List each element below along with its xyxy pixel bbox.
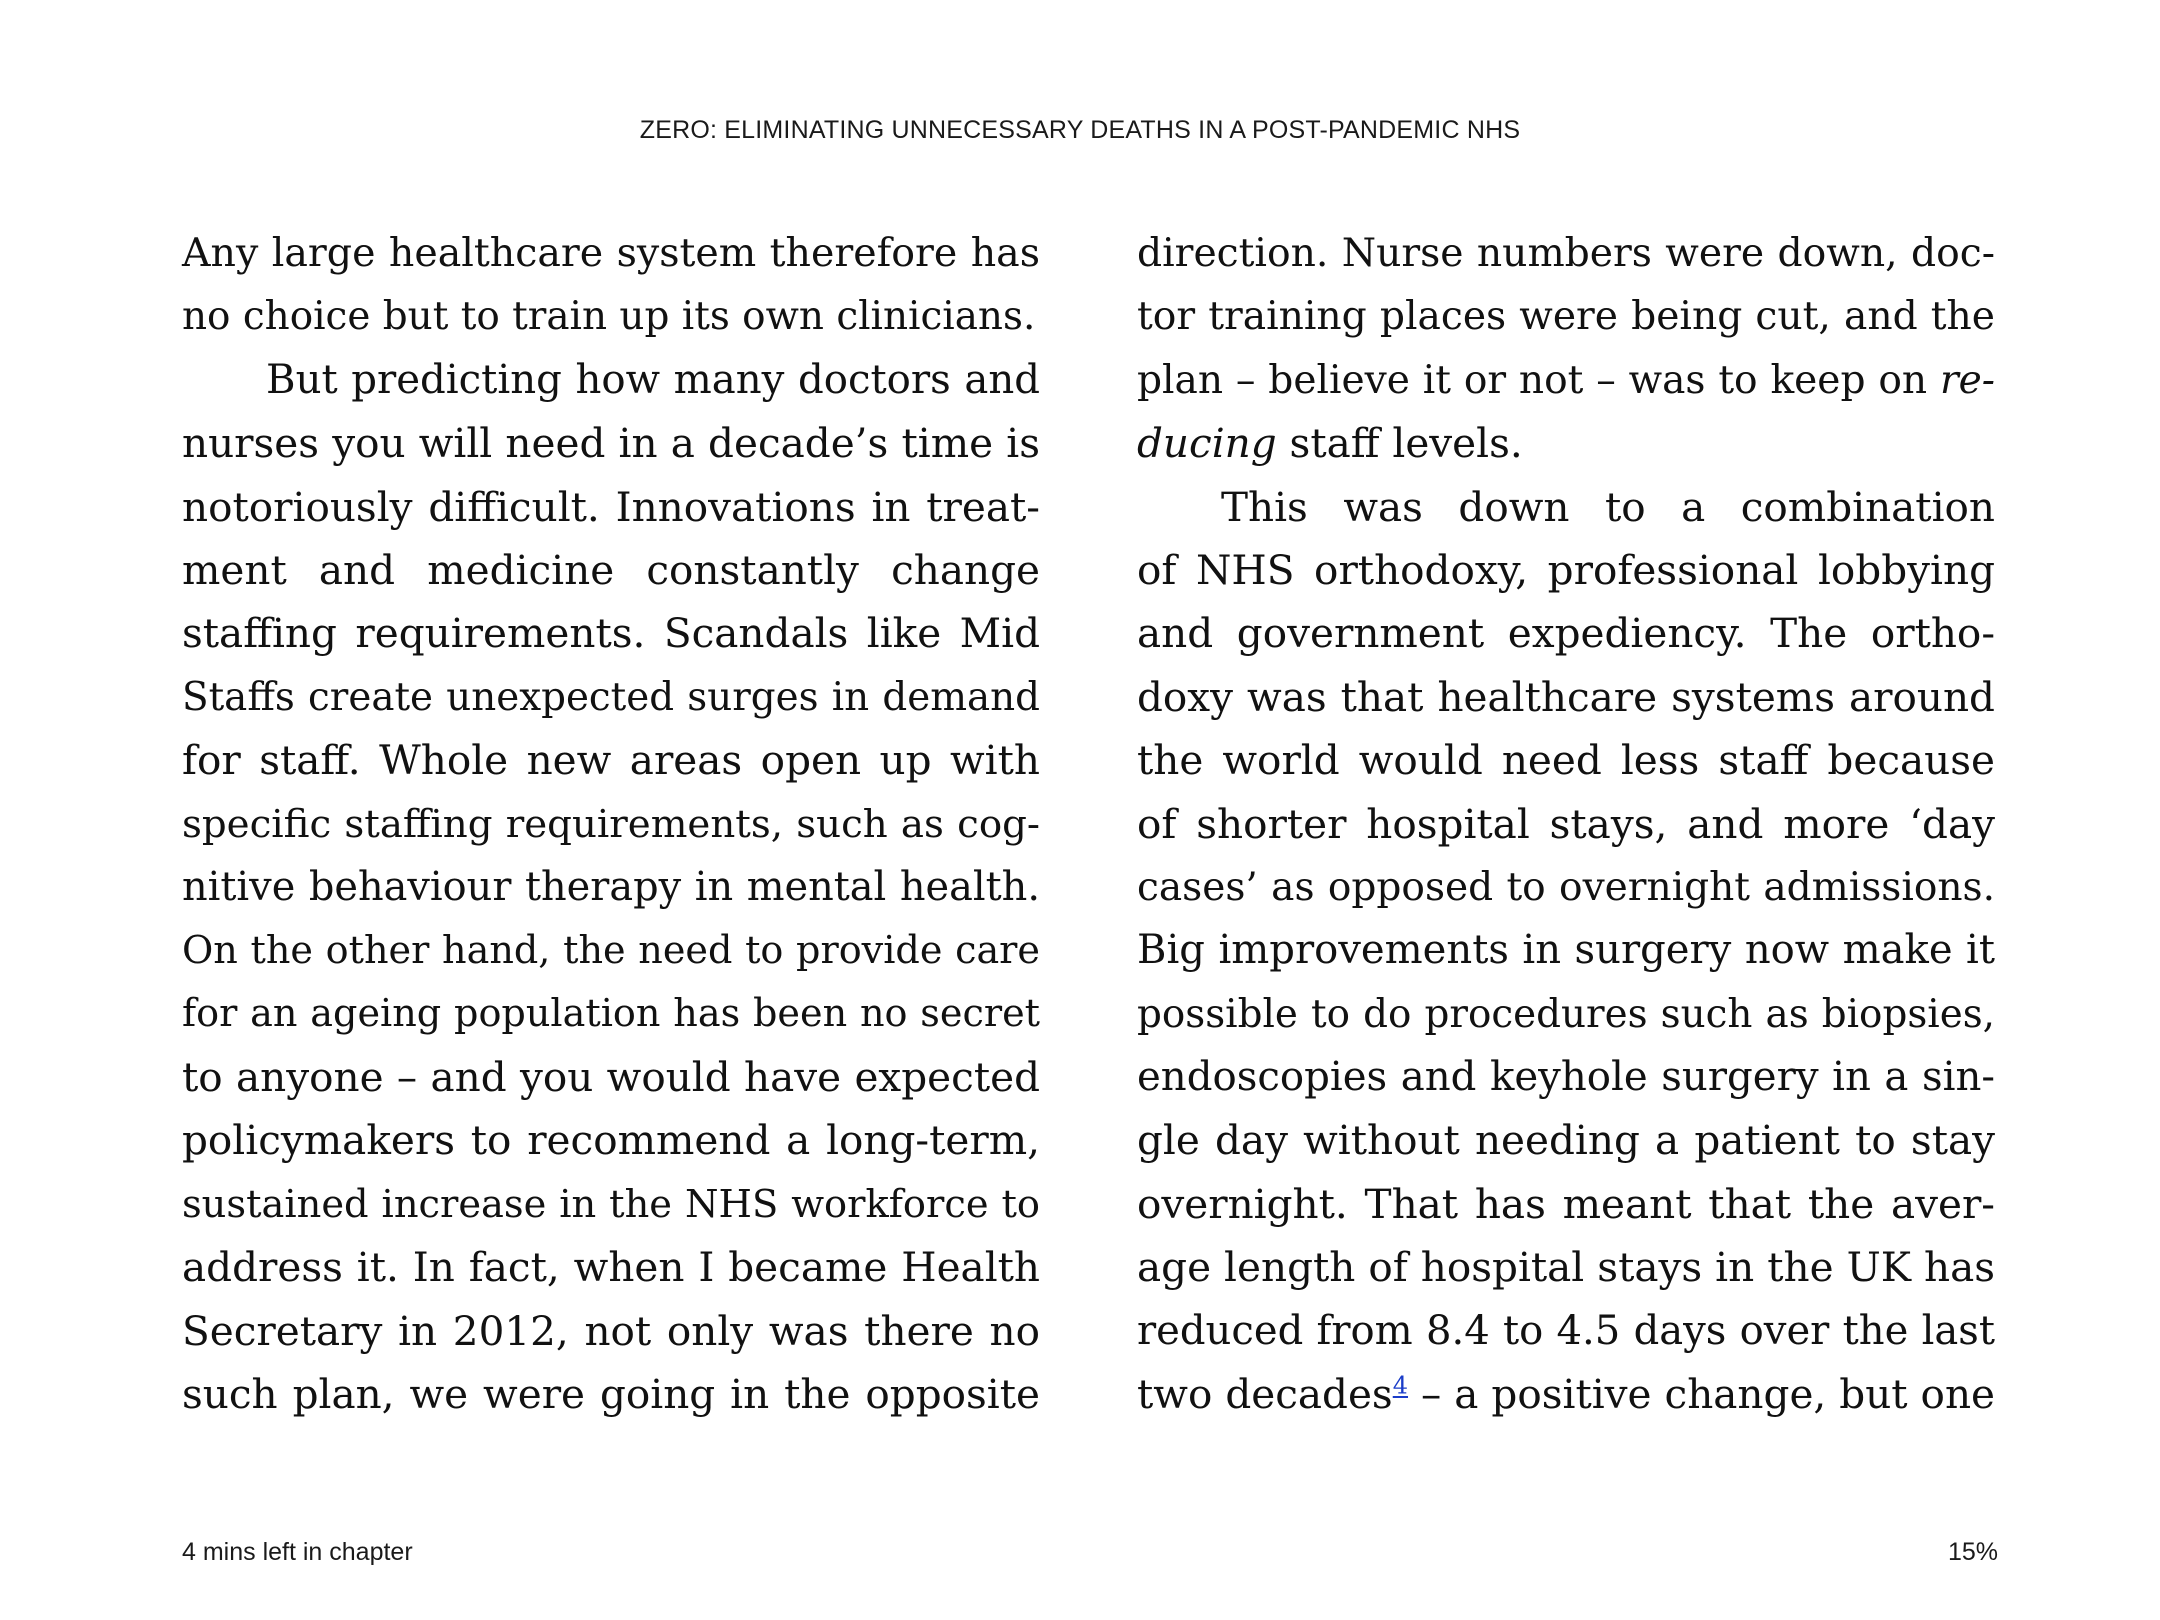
text-line: direction. Nurse numbers were down, doc- <box>1137 231 1995 276</box>
text-line: specific staffing requirements, such as cog- <box>182 801 1040 847</box>
text-line: and government expediency. The ortho- <box>1137 609 1995 658</box>
text-line: But predicting how many doctors and <box>266 356 1040 403</box>
reading-progress: 15% <box>1947 1538 1998 1566</box>
text-line: nitive behaviour therapy in mental health. <box>182 863 1040 910</box>
text-line: cases’ as opposed to overnight admissions. <box>1137 864 1995 910</box>
text-line: address it. In fact, when I became Health <box>182 1243 1040 1292</box>
text-line: policymakers to recommend a long-term, <box>182 1116 1040 1165</box>
running-header: ZERO: ELIMINATING UNNECESSARY DEATHS IN A POST-PANDEMIC NHS <box>639 116 1521 144</box>
text-line <box>1137 1363 1995 1426</box>
text-line <box>1137 349 1995 412</box>
text-line <box>1137 412 1995 475</box>
text-line: Secretary in 2012, not only was there no <box>182 1306 1040 1355</box>
text-line: of shorter hospital stays, and more ‘day <box>1137 799 1995 848</box>
italic-text-run: re- <box>1939 357 1995 403</box>
text-line: to anyone – and you would have expected <box>182 1053 1040 1102</box>
text-line: for an ageing population has been no secret <box>182 991 1040 1036</box>
text-line: This was down to a combination <box>1221 482 1995 531</box>
text-line: overnight. That has meant that the aver- <box>1137 1179 1995 1228</box>
text-line: reduced from 8.4 to 4.5 days over the last <box>1137 1307 1995 1354</box>
text-line: no choice but to train up its own clinicians. <box>182 294 1036 340</box>
text-line: for staff. Whole new areas open up with <box>182 736 1040 785</box>
text-line: possible to do procedures such as biopsies, <box>1137 991 1995 1037</box>
text-line: Any large healthcare system therefore has <box>182 230 1040 276</box>
text-line: gle day without needing a patient to stay <box>1137 1116 1995 1165</box>
text-line: doxy was that healthcare systems around <box>1137 672 1995 721</box>
text-line: tor training places were being cut, and the <box>1137 294 1995 340</box>
text-line: ment and medicine constantly change <box>182 545 1040 594</box>
text-line: notoriously difficult. Innovations in treat- <box>182 482 1040 531</box>
text-line: nurses you will need in a decade’s time is <box>182 419 1040 468</box>
text-line: endoscopies and keyhole surgery in a sin- <box>1137 1054 1995 1101</box>
footnote-link[interactable]: 4 <box>1392 1371 1409 1400</box>
chapter-time-remaining: 4 mins left in chapter <box>182 1538 413 1566</box>
text-line: age length of hospital stays in the UK has <box>1137 1243 1995 1292</box>
text-run: two decades <box>1137 1370 1393 1419</box>
text-column-left <box>182 222 1040 1426</box>
text-column-right <box>1137 222 1995 1426</box>
text-line: the world would need less staff because <box>1137 736 1995 785</box>
text-line: Staffs create unexpected surges in demand <box>182 674 1040 720</box>
text-run: plan – believe it or not – was to keep on <box>1137 357 1940 403</box>
text-line: staffing requirements. Scandals like Mid <box>182 609 1040 658</box>
text-line: of NHS orthodoxy, professional lobbying <box>1137 545 1995 594</box>
text-line: sustained increase in the NHS workforce to <box>182 1181 1040 1227</box>
text-line: such plan, we were going in the opposite <box>182 1370 1040 1419</box>
text-line: On the other hand, the need to provide care <box>182 928 1040 973</box>
text-run: – a positive change, but one <box>1408 1370 1995 1419</box>
italic-text-run: ducing <box>1137 419 1277 468</box>
text-line: Big improvements in surgery now make it <box>1137 927 1995 974</box>
text-run: staff levels. <box>1276 419 1523 468</box>
